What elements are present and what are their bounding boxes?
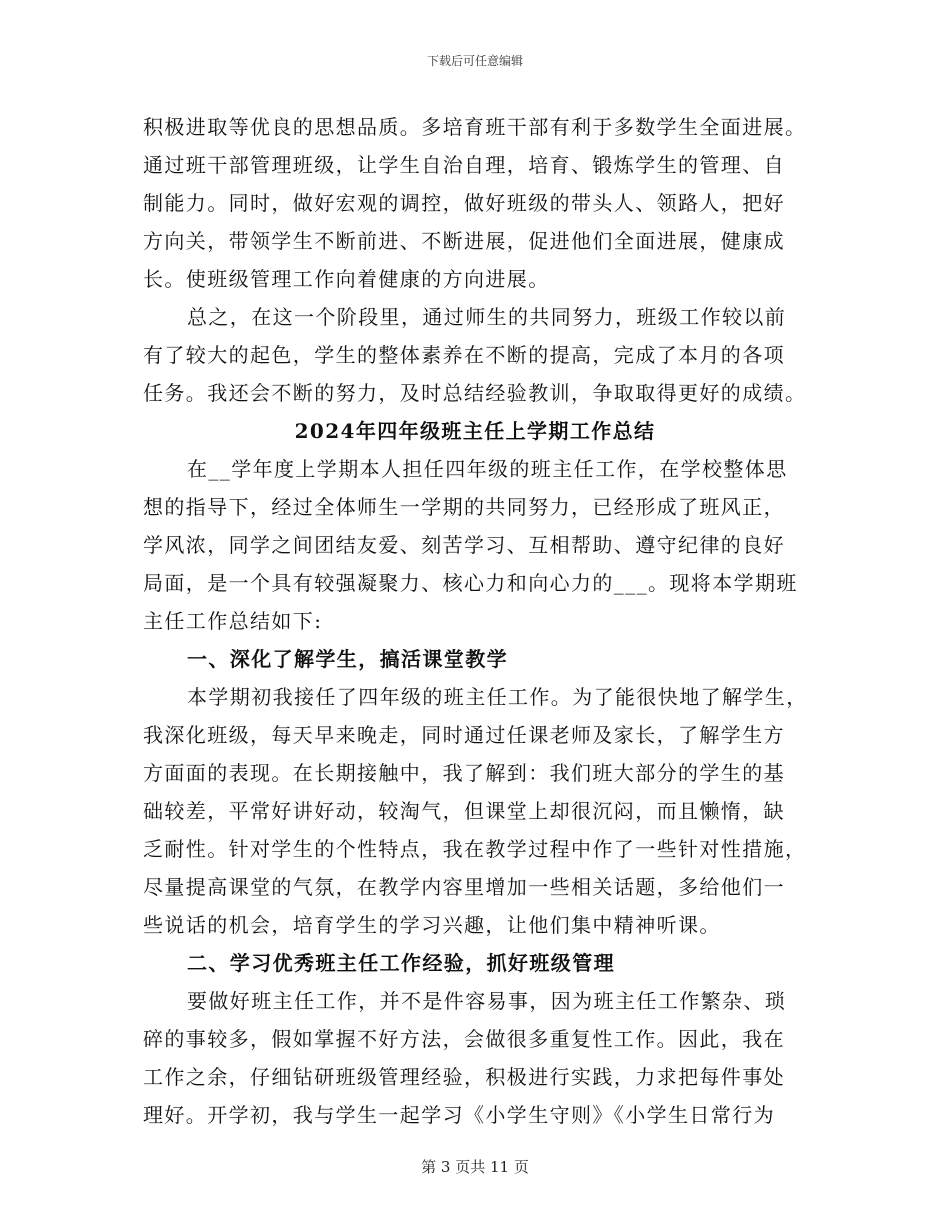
text-line: 通过班干部管理班级，让学生自治自理，培育、锻炼学生的管理、自	[143, 153, 785, 177]
text-line: 乏耐性。针对学生的个性特点，我在教学过程中作了一些针对性措施，	[143, 837, 807, 861]
text-line: 础较差，平常好讲好动，较淘气，但课堂上却很沉闷，而且懒惰，缺	[143, 799, 785, 823]
text-line: 长。使班级管理工作向着健康的方向进展。	[143, 267, 550, 291]
text-line: 任务。我还会不断的努力，及时总结经验教训，争取取得更好的成绩。	[143, 381, 807, 405]
text-line: 在__学年度上学期本人担任四年级的班主任工作，在学校整体思	[187, 457, 788, 481]
subheading: 一、深化了解学生，搞活课堂教学	[187, 647, 508, 671]
text-line: 工作之余，仔细钻研班级管理经验，积极进行实践，力求把每件事处	[143, 1065, 785, 1089]
text-line: 想的指导下，经过全体师生一学期的共同努力，已经形成了班风正，	[143, 495, 785, 519]
page-header: 下载后可任意编辑	[426, 54, 523, 68]
text-line: 局面，是一个具有较强凝聚力、核心力和向心力的___。现将本学期班	[143, 571, 798, 595]
section-title: 2024年四年级班主任上学期工作总结	[294, 419, 656, 443]
text-line: 要做好班主任工作，并不是件容易事，因为班主任工作繁杂、琐	[187, 989, 787, 1013]
text-line: 些说话的机会，培育学生的学习兴趣，让他们集中精神听课。	[143, 913, 721, 937]
text-line: 积极进取等优良的思想品质。多培育班干部有利于多数学生全面进展。	[143, 115, 807, 139]
text-line: 方向关，带领学生不断前进、不断进展，促进他们全面进展，健康成	[143, 229, 785, 253]
text-line: 理好。开学初，我与学生一起学习《小学生守则》《小学生日常行为	[143, 1103, 775, 1127]
text-line: 总之，在这一个阶段里，通过师生的共同努力，班级工作较以前	[187, 305, 787, 329]
text-line: 学风浓，同学之间团结友爱、刻苦学习、互相帮助、遵守纪律的良好	[143, 533, 785, 557]
text-line: 有了较大的起色，学生的整体素养在不断的提高，完成了本月的各项	[143, 343, 785, 367]
page-footer: 第 3 页共 11 页	[421, 1158, 529, 1176]
text-line: 主任工作总结如下:	[143, 609, 323, 633]
text-line: 方面面的表现。在长期接触中，我了解到：我们班大部分的学生的基	[143, 761, 785, 785]
subheading: 二、学习优秀班主任工作经验，抓好班级管理	[187, 951, 615, 975]
text-line: 尽量提高课堂的气氛，在教学内容里增加一些相关话题，多给他们一	[143, 875, 785, 899]
text-line: 我深化班级，每天早来晚走，同时通过任课老师及家长，了解学生方	[143, 723, 785, 747]
text-line: 本学期初我接任了四年级的班主任工作。为了能很快地了解学生，	[187, 685, 808, 709]
text-line: 制能力。同时，做好宏观的调控，做好班级的带头人、领路人，把好	[143, 191, 785, 215]
text-line: 碎的事较多，假如掌握不好方法，会做很多重复性工作。因此，我在	[143, 1027, 785, 1051]
